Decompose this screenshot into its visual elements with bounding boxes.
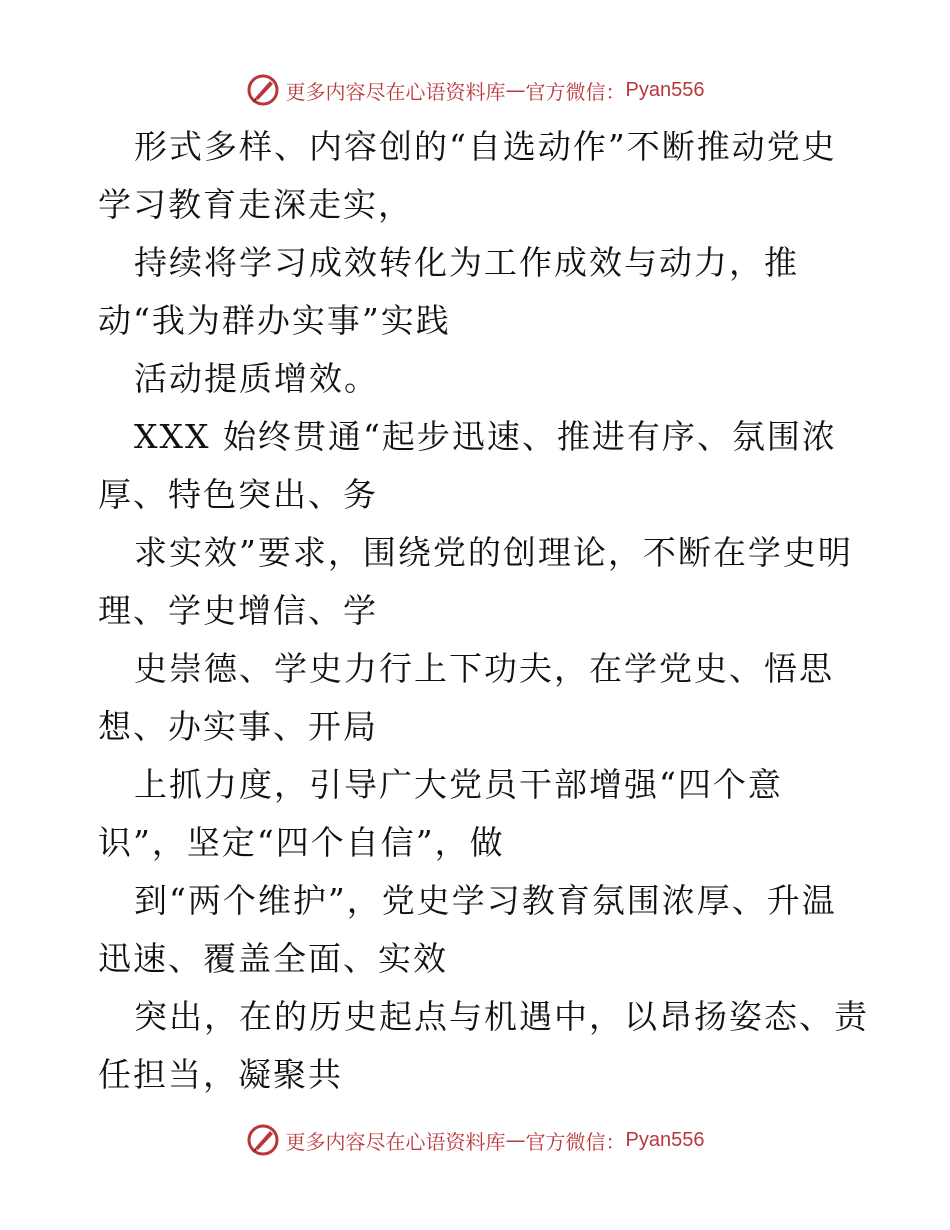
- footer-wechat-id: Pyan556: [625, 1128, 705, 1151]
- header-banner-separator: —: [505, 78, 526, 102]
- paragraph-line: 理、学史增信、学: [98, 591, 378, 630]
- document-body: [98, 118, 878, 1104]
- paragraph-line: 动“我为群办实事”实践: [98, 301, 451, 340]
- paragraph-line: 上抓力度，引导广大党员干部增强“四个意: [134, 765, 783, 804]
- paragraph-line: 活动提质增效。: [134, 359, 379, 398]
- paragraph-line: 识”，坚定“四个自信”，做: [98, 823, 505, 862]
- paragraph-line: 形式多样、内容创的“自选动作”不断推动党史: [134, 127, 837, 166]
- paragraph-line: 求实效”要求，围绕党的创理论，不断在学史明: [134, 533, 853, 572]
- header-banner-text: 更多内容尽在心语资料库: [285, 79, 506, 104]
- paragraph-line: 突出，在的历史起点与机遇中，以昂扬姿态、责: [134, 997, 869, 1036]
- paragraph-line: 厚、特色突出、务: [98, 475, 378, 514]
- paragraph-line: 到“两个维护”，党史学习教育氛围浓厚、升温: [134, 881, 837, 920]
- paragraph-line: 持续将学习成效转化为工作成效与动力，推: [134, 243, 799, 282]
- paragraph-line: 史崇德、学史力行上下功夫，在学党史、悟思: [134, 649, 834, 688]
- header-banner: [0, 70, 950, 110]
- paragraph-line: 迅速、覆盖全面、实效: [98, 939, 448, 978]
- paragraph-line: 学习教育走深走实，: [98, 185, 413, 224]
- paragraph-line: 任担当，凝聚共: [98, 1055, 343, 1094]
- footer-banner-separator: —: [505, 1128, 526, 1152]
- header-wechat-id: Pyan556: [625, 78, 705, 101]
- paragraph-line: XXX 始终贯通“起步迅速、推进有序、氛围浓: [134, 417, 837, 456]
- footer-banner: [0, 1120, 950, 1160]
- quill-pen-logo-icon: [246, 73, 280, 107]
- paragraph-line: 想、办实事、开局: [98, 707, 378, 746]
- header-wechat-label: 官方微信：: [525, 79, 626, 104]
- quill-pen-logo-icon: [246, 1123, 280, 1157]
- footer-banner-text: 更多内容尽在心语资料库: [285, 1129, 506, 1154]
- footer-wechat-label: 官方微信：: [525, 1129, 626, 1154]
